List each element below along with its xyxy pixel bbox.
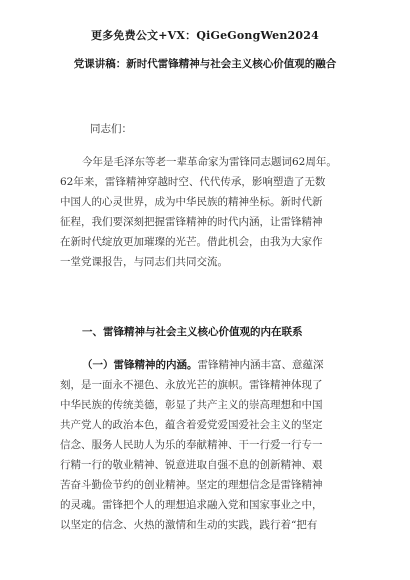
promo-header: 更多免费公文+VX：QiGeGongWen2024 <box>91 29 319 42</box>
section-heading: 一、雷锋精神与社会主义核心价值观的内在联系 <box>82 326 303 338</box>
paragraph-line: 中华民族的传统美德，彰显了共产主义的崇高理想和中国 <box>60 399 323 411</box>
paragraph-line: 62年来，雷锋精神穿越时空、代代传承，影响塑造了无数 <box>60 176 326 188</box>
paragraph-line: 行精一行的敬业精神、锐意进取自强不息的创新精神、艰 <box>60 459 323 471</box>
paragraph-line: 信念、服务人民助人为乐的奉献精神、干一行爱一行专一 <box>60 439 323 451</box>
paragraph-line: 今年是毛泽东等老一辈革命家为雷锋同志题词62周年。 <box>82 156 337 168</box>
document-title: 党课讲稿：新时代雷锋精神与社会主义核心价值观的融合 <box>73 58 337 70</box>
body-paragraph <box>60 355 350 535</box>
paragraph-line: 刻，是一面永不褪色、永放光芒的旗帜。雷锋精神体现了 <box>60 379 323 391</box>
paragraph-line: 以坚定的信念、火热的激情和生动的实践，践行着“把有 <box>60 519 318 531</box>
greeting: 同志们： <box>90 123 132 135</box>
paragraph-line: 共产党人的政治本色，蕴含着爱党爱国爱社会主义的坚定 <box>60 419 323 431</box>
paragraph-line: 的灵魂。雷锋把个人的理想追求融入党和国家事业之中， <box>60 499 323 511</box>
paragraph-line: 在新时代绽放更加璀璨的光芒。借此机会，由我为大家作 <box>60 236 323 248</box>
sub-heading: （一）雷锋精神的内涵。 <box>82 359 198 371</box>
paragraph-line: 征程，我们要深刻把握雷锋精神的时代内涵，让雷锋精神 <box>60 216 323 228</box>
paragraph-first-line <box>60 355 350 375</box>
paragraph-line: 中国人的心灵世界，成为中华民族的精神坐标。新时代新 <box>60 196 323 208</box>
paragraph-line: 苦奋斗勤俭节约的创业精神。坚定的理想信念是雷锋精神 <box>60 479 323 491</box>
paragraph-line: 一堂党课报告，与同志们共同交流。 <box>60 256 228 268</box>
intro-paragraph <box>60 152 350 272</box>
paragraph-line-rest: 雷锋精神内涵丰富、意蕴深 <box>197 359 324 371</box>
